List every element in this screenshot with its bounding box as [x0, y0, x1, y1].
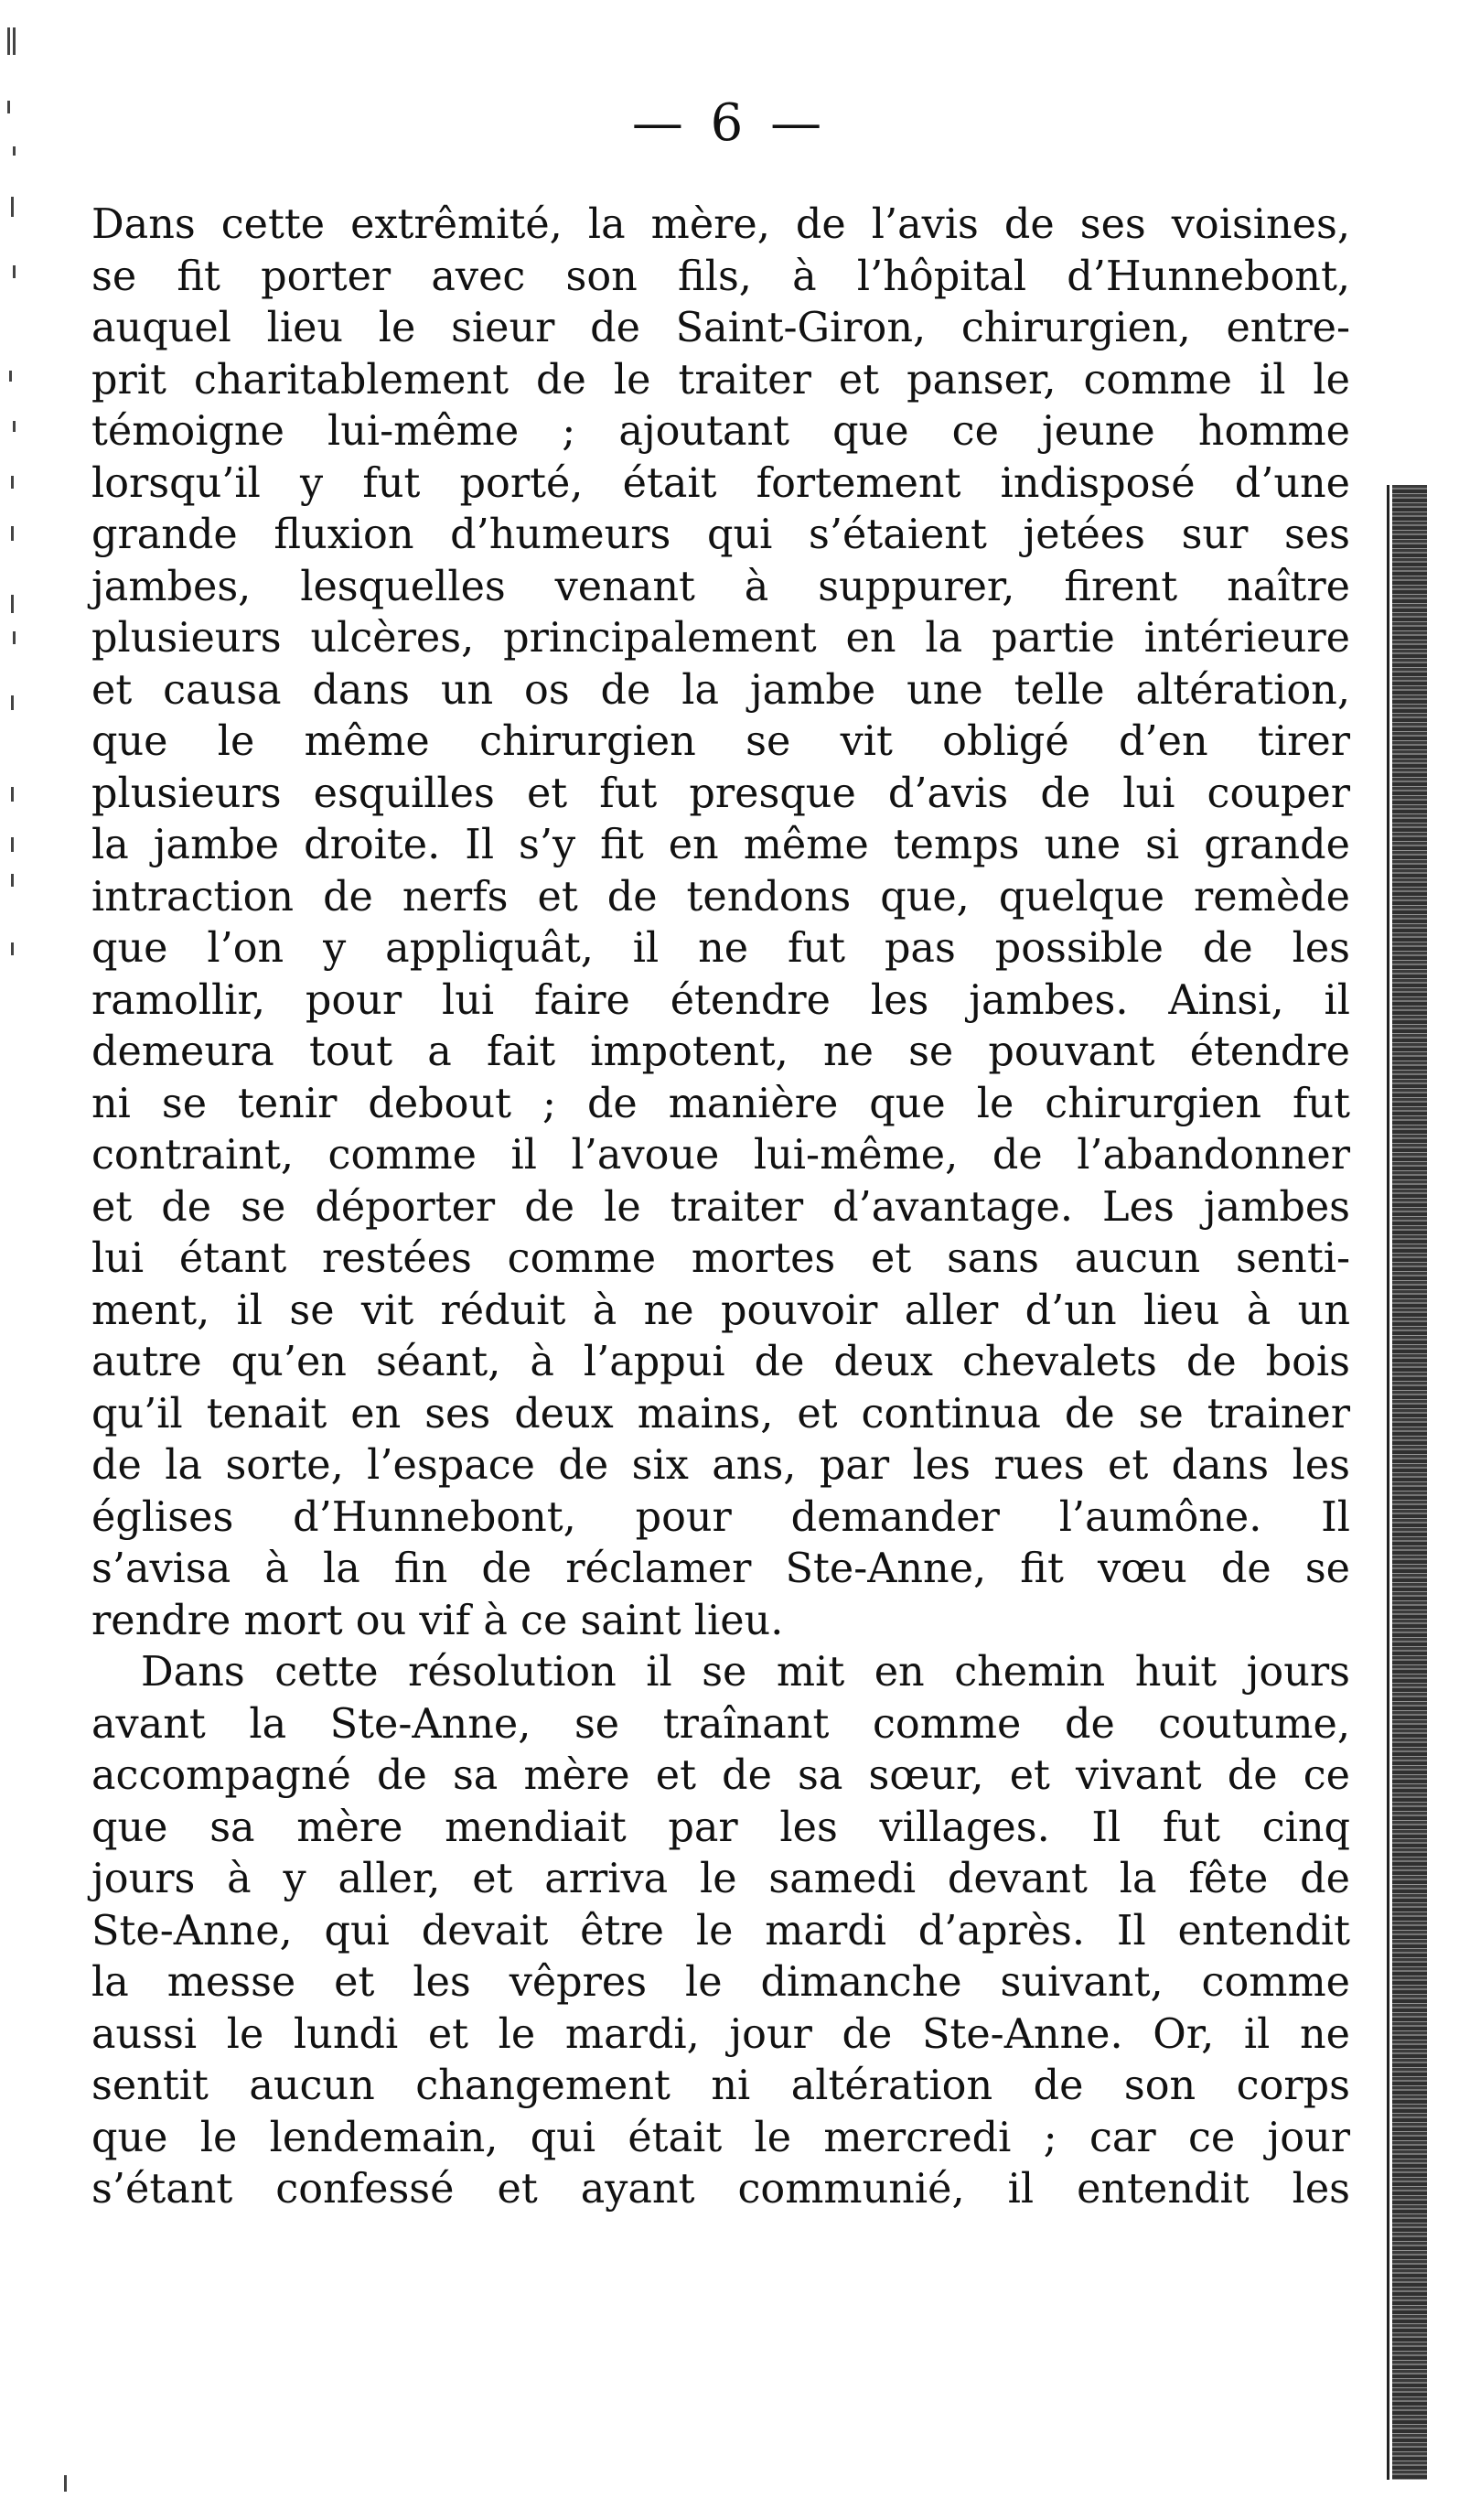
text-line: prit charitablement de le traiter et panser, comme il le	[91, 356, 1350, 404]
text-line: plusieurs ulcères, principalement en la partie intérieure	[91, 615, 1350, 662]
text-line: que sa mère mendiait par les villages. Il fut cinq	[91, 1804, 1350, 1851]
text-line: intraction de nerfs et de tendons que, quelque remède	[91, 873, 1350, 921]
text-line: jambes, lesquelles venant à suppurer, firent naître	[91, 563, 1350, 610]
text-line: accompagné de sa mère et de sa sœur, et vivant de ce	[91, 1752, 1350, 1799]
text-line: sentit aucun changement ni altération de son corps	[91, 2062, 1350, 2109]
text-line: rendre mort ou vif à ce saint lieu.	[91, 1597, 784, 1644]
text-line: demeura tout a fait impotent, ne se pouvant étendre	[91, 1028, 1350, 1075]
text-line: églises d’Hunnebont, pour demander l’aumône. Il	[91, 1493, 1350, 1541]
text-line: lorsqu’il y fut porté, était fortement indisposé d’une	[91, 459, 1350, 507]
text-line: auquel lieu le sieur de Saint-Giron, chirurgien, entre-	[91, 305, 1350, 351]
text-line: autre qu’en séant, à l’appui de deux chevalets de bois	[91, 1339, 1350, 1385]
text-line: que le lendemain, qui était le mercredi ; car ce jour	[91, 2114, 1350, 2161]
text-line: Dans cette résolution il se mit en chemin huit jours	[141, 1649, 1350, 1696]
text-line: la messe et les vêpres le dimanche suivant, comme	[91, 1959, 1350, 2006]
text-line: la jambe droite. Il s’y fit en même temps une si grande	[91, 822, 1350, 868]
text-line: s’avisa à la fin de réclamer Ste-Anne, fit vœu de se	[91, 1545, 1350, 1592]
text-line: ramollir, pour lui faire étendre les jambes. Ainsi, il	[91, 976, 1350, 1024]
text-line: se fit porter avec son fils, à l’hôpital d’Hunnebont,	[91, 253, 1350, 300]
text-line: et causa dans un os de la jambe une telle altération,	[91, 666, 1350, 714]
body-text	[91, 199, 1350, 2216]
page-edge-line	[1387, 485, 1389, 2480]
page-number: — 6 —	[631, 93, 828, 153]
text-line: aussi le lundi et le mardi, jour de Ste-Anne. Or, il ne	[91, 2010, 1350, 2058]
text-line: plusieurs esquilles et fut presque d’avis de lui couper	[91, 770, 1350, 817]
text-line: grande fluxion d’humeurs qui s’étaient jetées sur ses	[91, 512, 1350, 558]
text-line: lui étant restées comme mortes et sans aucun senti-	[91, 1235, 1350, 1282]
text-line: que l’on y appliquât, il ne fut pas possible de les	[91, 925, 1350, 972]
text-line: qu’il tenait en ses deux mains, et continua de se trainer	[91, 1390, 1350, 1438]
text-line: témoigne lui-même ; ajoutant que ce jeune homme	[91, 408, 1350, 455]
text-line: ni se tenir debout ; de manière que le chirurgien fut	[91, 1080, 1350, 1127]
text-line: s’étant confessé et ayant communié, il entendit les	[91, 2166, 1350, 2213]
text-line: jours à y aller, et arriva le samedi devant la fête de	[91, 1856, 1350, 1902]
binding-marks	[0, 0, 37, 2520]
text-line: de la sorte, l’espace de six ans, par les rues et dans les	[91, 1442, 1350, 1489]
text-line: Dans cette extrêmité, la mère, de l’avis de ses voisines,	[91, 201, 1350, 248]
text-line: contraint, comme il l’avoue lui-même, de l’abandonner	[91, 1132, 1350, 1179]
text-line: avant la Ste-Anne, se traînant comme de coutume,	[91, 1700, 1350, 1748]
page-edge-shadow	[1392, 485, 1427, 2480]
text-line: Ste-Anne, qui devait être le mardi d’après. Il entendit	[91, 1907, 1350, 1955]
text-line: que le même chirurgien se vit obligé d’en tirer	[91, 718, 1350, 765]
text-line: et de se déporter de le traiter d’avantage. Les jambes	[91, 1183, 1350, 1231]
text-line: ment, il se vit réduit à ne pouvoir aller d’un lieu à un	[91, 1287, 1350, 1334]
